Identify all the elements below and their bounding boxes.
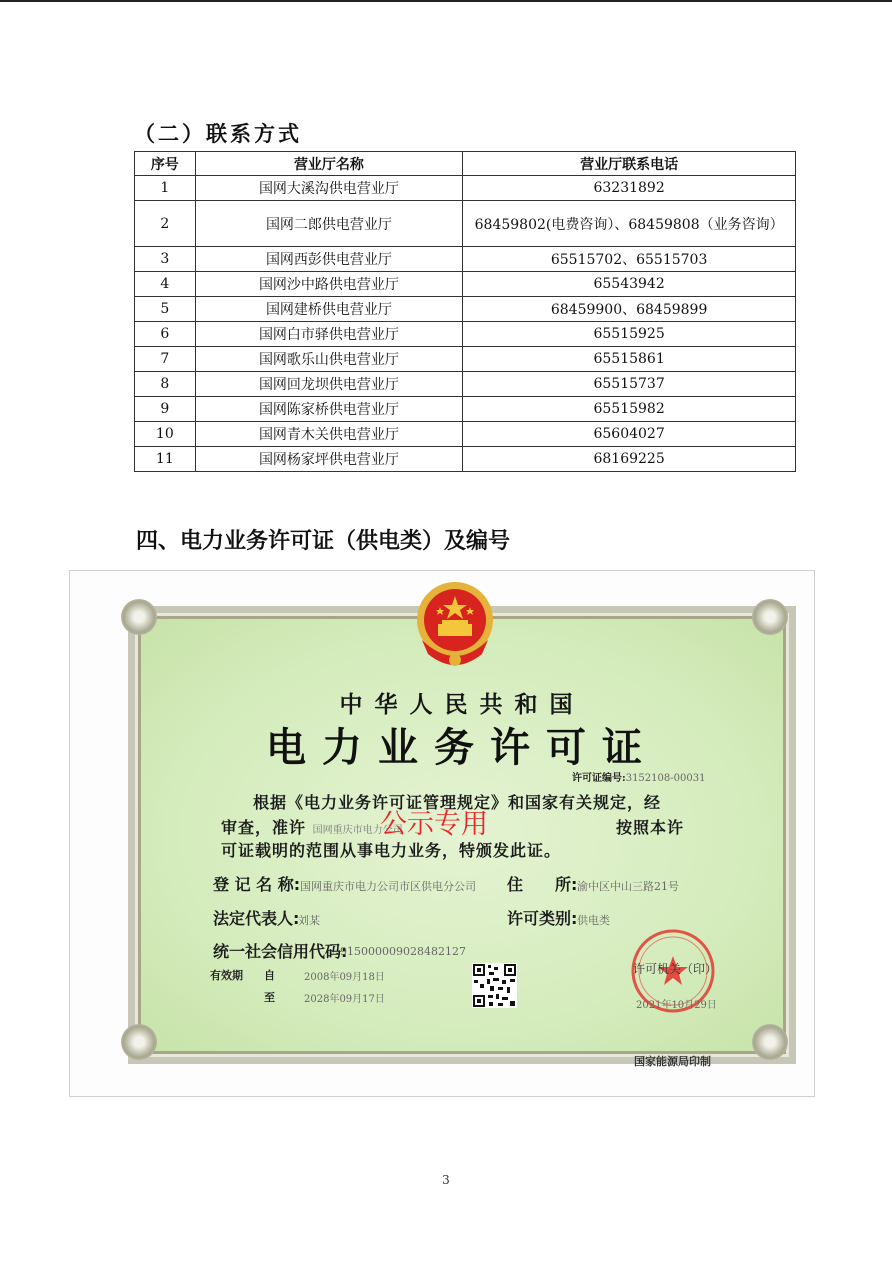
row-phone: 65515702、65515703: [463, 247, 796, 272]
column-header-hall-name: 营业厅名称: [195, 152, 463, 176]
row-hall-name: 国网歌乐山供电营业厅: [195, 347, 463, 372]
row-hall-name: 国网回龙坝供电营业厅: [195, 372, 463, 397]
row-phone: 68459802(电费咨询）、68459808（业务咨询）: [463, 201, 796, 247]
table-row: [135, 397, 796, 422]
legal-rep-value: 刘某: [298, 914, 320, 927]
table-row: [135, 322, 796, 347]
row-phone: 65543942: [463, 272, 796, 297]
qr-code-icon: [472, 963, 517, 1008]
table-row: [135, 201, 796, 247]
row-index: 5: [135, 297, 196, 322]
corner-ornament-bottom-right: [752, 1024, 788, 1060]
row-phone: 65515982: [463, 397, 796, 422]
validity-from-label: 自: [264, 969, 275, 982]
address-label: 住 所:: [507, 875, 578, 894]
row-index: 11: [135, 447, 196, 472]
legal-rep-label: 法定代表人:: [213, 909, 300, 928]
licensee-name-inline: 国网重庆市电力公司: [312, 825, 403, 836]
validity-to-value: 2028年09月17日: [304, 994, 385, 1005]
validity-from-value: 2008年09月18日: [304, 972, 385, 983]
license-number: [572, 769, 705, 784]
row-index: 2: [135, 201, 196, 247]
row-hall-name: 国网西彭供电营业厅: [195, 247, 463, 272]
table-row: [135, 372, 796, 397]
row-hall-name: 国网二郎供电营业厅: [195, 201, 463, 247]
row-hall-name: 国网青木关供电营业厅: [195, 422, 463, 447]
row-phone: 68169225: [463, 447, 796, 472]
table-header-row: [135, 152, 796, 176]
column-header-index: 序号: [135, 152, 196, 176]
corner-ornament-top-left: [121, 599, 157, 635]
section-heading-license: 四、电力业务许可证（供电类）及编号: [136, 529, 511, 554]
table-row: [135, 347, 796, 372]
table-row: [135, 447, 796, 472]
row-index: 6: [135, 322, 196, 347]
row-index: 4: [135, 272, 196, 297]
table-row: [135, 422, 796, 447]
row-hall-name: 国网杨家坪供电营业厅: [195, 447, 463, 472]
reg-name-value: 国网重庆市电力公司市区供电分公司: [300, 880, 476, 893]
section-heading-contact: （二）联系方式: [134, 122, 302, 146]
national-emblem-icon: [412, 580, 498, 670]
row-phone: 65515737: [463, 372, 796, 397]
certificate-text-line-2-end: 按照本许: [616, 818, 685, 837]
certificate-country-title: 中华人民共和国: [339, 692, 585, 718]
row-phone: 65604027: [463, 422, 796, 447]
certificate-text-line-3: 可证载明的范围从事电力业务，特颁发此证。: [221, 841, 562, 860]
contact-table: [134, 151, 796, 472]
credit-code-label: 统一社会信用代码:: [213, 942, 348, 961]
certificate-text-line-1: 根据《电力业务许可证管理规定》和国家有关规定，经: [253, 793, 662, 812]
table-row: [135, 272, 796, 297]
page-number: 3: [442, 1173, 450, 1187]
table-row: [135, 297, 796, 322]
row-index: 7: [135, 347, 196, 372]
row-index: 1: [135, 176, 196, 201]
license-type-label: 许可类别:: [507, 909, 578, 928]
row-index: 8: [135, 372, 196, 397]
row-hall-name: 国网陈家桥供电营业厅: [195, 397, 463, 422]
certificate-text-line-2-start: 审查，准许: [221, 818, 307, 837]
row-hall-name: 国网白市驿供电营业厅: [195, 322, 463, 347]
table-row: [135, 247, 796, 272]
certificate-main-title: 电力业务许可证: [266, 725, 658, 771]
row-phone: 65515925: [463, 322, 796, 347]
license-number-value: 3152108-00031: [625, 773, 706, 784]
table-row: [135, 176, 796, 201]
column-header-phone: 营业厅联系电话: [463, 152, 796, 176]
row-index: 10: [135, 422, 196, 447]
issuing-authority-seal-caption: 许可机关（印）: [633, 962, 718, 976]
row-index: 3: [135, 247, 196, 272]
corner-ornament-bottom-left: [121, 1024, 157, 1060]
public-display-stamp: 公示专用: [380, 809, 488, 840]
printed-by: 国家能源局印制: [634, 1055, 711, 1068]
license-type-value: 供电类: [577, 914, 610, 927]
validity-label: 有效期: [210, 969, 243, 982]
row-phone: 65515861: [463, 347, 796, 372]
credit-code-value: 915000009028482127: [340, 945, 466, 958]
reg-name-label: 登 记 名 称:: [213, 875, 301, 894]
corner-ornament-top-right: [752, 599, 788, 635]
row-index: 9: [135, 397, 196, 422]
page-top-rule: [0, 0, 892, 2]
license-number-label: 许可证编号:: [572, 773, 626, 784]
row-phone: 63231892: [463, 176, 796, 201]
certificate-text-line-2: [221, 815, 403, 838]
row-phone: 68459900、68459899: [463, 297, 796, 322]
validity-to-label: 至: [264, 991, 275, 1004]
row-hall-name: 国网大溪沟供电营业厅: [195, 176, 463, 201]
issue-date: 2021年10月29日: [636, 1000, 717, 1011]
row-hall-name: 国网建桥供电营业厅: [195, 297, 463, 322]
row-hall-name: 国网沙中路供电营业厅: [195, 272, 463, 297]
address-value: 渝中区中山三路21号: [577, 880, 679, 893]
